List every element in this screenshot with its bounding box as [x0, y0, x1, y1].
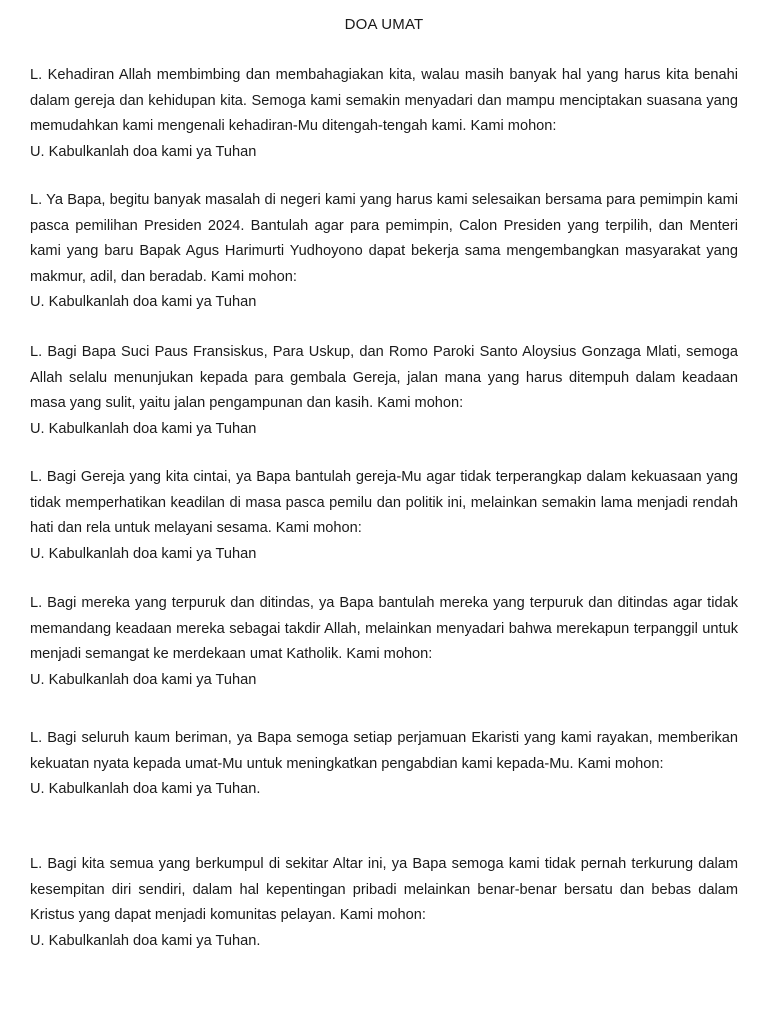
prayer-item: [30, 591, 738, 693]
congregation-response: U. Kabulkanlah doa kami ya Tuhan: [30, 143, 257, 160]
leader-petition: L. Bagi Bapa Suci Paus Fransiskus, Para Uskup, dan Romo Paroki Santo Aloysius Gonzaga Mlati, semoga Allah selalu menunjukan kepada para gembala Gereja, jalan mana yang harus ditempuh dalam keadaan masa yang sulit, yaitu jalan pengampunan dan kasih. Kami mohon:: [30, 344, 738, 411]
leader-petition: L. Bagi mereka yang terpuruk dan ditindas, ya Bapa bantulah mereka yang terpuruk dan ditindas agar tidak memandang keadaan mereka sebagai takdir Allah, melainkan menyadari bahwa merekapun terpanggil untuk menjadi semangat ke merdekaan umat Katholik. Kami mohon:: [30, 595, 738, 662]
congregation-response: U. Kabulkanlah doa kami ya Tuhan: [30, 420, 257, 437]
page-title: DOA UMAT: [344, 16, 424, 33]
prayer-item: [30, 63, 738, 165]
congregation-response: U. Kabulkanlah doa kami ya Tuhan: [30, 545, 257, 562]
leader-petition: L. Bagi Gereja yang kita cintai, ya Bapa bantulah gereja-Mu agar tidak terperangkap dalam kekuasaan yang tidak memperhatikan keadilan di masa pasca pemilu dan politik ini, melainkan semakin lama menjadi rendah hati dan rela untuk melayani sesama. Kami mohon:: [30, 469, 738, 536]
congregation-response: U. Kabulkanlah doa kami ya Tuhan: [30, 294, 257, 310]
leader-petition: L. Ya Bapa, begitu banyak masalah di negeri kami yang harus kami selesaikan bersama para pemimpin kami pasca pemilihan Presiden 2024. Bantulah agar para pemimpin, Calon Presiden yang terpilih, dan Menteri kami yang baru Bapak Agus Harimurti Yudhoyono dapat bekerja sama mengembangkan masyarakat yang makmur, adil, dan beradab. Kami mohon:: [30, 192, 738, 285]
congregation-response: U. Kabulkanlah doa kami ya Tuhan.: [30, 932, 261, 949]
leader-petition: L. Kehadiran Allah membimbing dan membahagiakan kita, walau masih banyak hal yang harus kita benahi dalam gereja dan kehidupan kita. Semoga kami semakin menyadari dan mampu menciptakan suasana yang memudahkan kami mengenali kehadiran-Mu ditengah-tengah kami. Kami mohon:: [30, 67, 738, 134]
congregation-response: U. Kabulkanlah doa kami ya Tuhan: [30, 671, 257, 688]
leader-petition: L. Bagi seluruh kaum beriman, ya Bapa semoga setiap perjamuan Ekaristi yang kami rayakan, memberikan kekuatan nyata kepada umat-Mu untuk meningkatkan pengabdian kami kepada-Mu. Kami mohon:: [30, 730, 738, 772]
prayer-item: [30, 852, 738, 954]
prayer-item: [30, 465, 738, 567]
prayer-item: [30, 340, 738, 442]
prayer-item: [30, 188, 738, 316]
congregation-response: U. Kabulkanlah doa kami ya Tuhan.: [30, 781, 261, 797]
prayer-item: [30, 726, 738, 803]
leader-petition: L. Bagi kita semua yang berkumpul di sekitar Altar ini, ya Bapa semoga kami tidak pernah terkurung dalam kesempitan diri sendiri, dalam hal kepentingan pribadi melainkan benar-benar bersatu dan bebas dalam Kristus yang dapat menjadi komunitas pelayan. Kami mohon:: [30, 856, 738, 923]
